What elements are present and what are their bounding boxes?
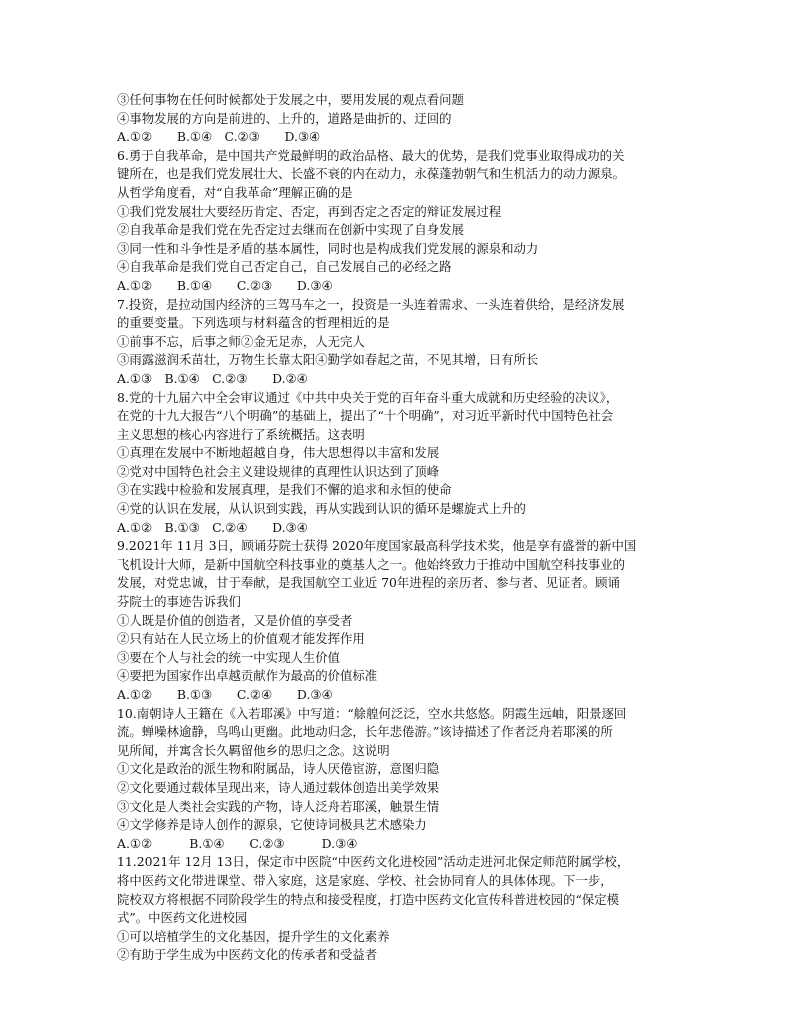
option-line: ②自我革命是我们党在先否定过去继而在创新中实现了自身发展 xyxy=(117,222,464,238)
option-line: ④文学修养是诗人创作的源泉，它使诗词极具艺术感染力 xyxy=(117,817,427,833)
text-line: 流。蝉噪林逾静，鸟鸣山更幽。此地动归念，长年悲倦游。”该诗描述了作者泛舟若耶溪的所 xyxy=(117,724,613,740)
question-10-stem: 10.南朝诗人王籍在《入若耶溪》中写道：“艅艎何泛泛，空水共悠悠。阴霞生远岫，阳景逐回 xyxy=(117,705,627,721)
option-line: ①人既是价值的创造者，又是价值的享受者 xyxy=(117,612,353,628)
answer-options: A.①② B.①④ C.②③ D.③④ xyxy=(117,129,321,145)
text-line: 发展，对党忠诚，甘于奉献，是我国航空工业近 70年进程的亲历者、参与者、见证者。顾诵 xyxy=(117,575,620,591)
question-11-stem: 11.2021年 12月 13日，保定市中医院“中医药文化进校园”活动走进河北保定师范附属学校， xyxy=(117,854,630,870)
question-8-stem: 8.党的十九届六中全会审议通过《中共中央关于党的百年奋斗重大成就和历史经验的决议》， xyxy=(117,389,619,405)
answer-options: A.①② B.①④ C.②③ D.③④ xyxy=(117,277,333,293)
option-line: ④要把为国家作出卓越贡献作为最高的价值标准 xyxy=(117,668,378,684)
option-line: ①我们党发展壮大要经历肯定、否定，再到否定之否定的辩证发展过程 xyxy=(117,203,502,219)
option-line: ③同一性和斗争性是矛盾的基本属性，同时也是构成我们党发展的源泉和动力 xyxy=(117,240,539,256)
text-line: 键所在，也是我们党发展壮大、长盛不衰的内在动力，永葆蓬勃朝气和生机活力的动力源泉。 xyxy=(117,166,626,182)
option-line: ②文化要通过载体呈现出来，诗人通过载体创造出美学效果 xyxy=(117,779,440,795)
text-line: ③任何事物在任何时候都处于发展之中，要用发展的观点看问题 xyxy=(117,92,464,107)
option-line: ③要在个人与社会的统一中实现人生价值 xyxy=(117,649,341,665)
question-6-stem: 6.勇于自我革命，是中国共产党最鲜明的政治品格、最大的优势，是我们党事业取得成功的关 xyxy=(117,147,625,163)
text-line: 见所闻，并寓含长久羁留他乡的思归之念。这说明 xyxy=(117,742,390,758)
text-line: 主义思想的核心内容进行了系统概括。这表明 xyxy=(117,426,365,442)
option-line: ①前事不忘，后事之师②金无足赤，人无完人 xyxy=(117,333,365,349)
text-line: 芬院士的事迹告诉我们 xyxy=(117,594,241,610)
answer-options: A.①② B.①④ C.②③ D.③④ xyxy=(117,835,358,851)
option-line: ③在实践中检验和发展真理，是我们不懈的追求和永恒的使命 xyxy=(117,482,452,498)
option-line: ④党的认识在发展，从认识到实践，再从实践到认识的循环是螺旋式上升的 xyxy=(117,501,526,517)
answer-options: A.①③ B.①④ C.②③ D.②④ xyxy=(117,370,308,386)
answer-options: A.①② B.①③ C.②④ D.③④ xyxy=(117,519,308,535)
option-line: ④自我革命是我们党自己否定自己，自己发展自己的必经之路 xyxy=(117,259,452,275)
question-9-stem: 9.2021年 11月 3日，顾诵芬院士获得 2020年度国家最高科学技术奖，他是享有盛誉的新中国 xyxy=(117,538,637,554)
text-line: 院校双方将根据不同阶段学生的特点和接受程度，打造中医药文化宣传科普进校园的“保定模 xyxy=(117,891,619,907)
option-line: ②有助于学生成为中医药文化的传承者和受益者 xyxy=(117,947,378,963)
option-line: ②党对中国特色社会主义建设规律的真理性认识达到了顶峰 xyxy=(117,463,440,479)
answer-options: A.①② B.①③ C.②④ D.③④ xyxy=(117,687,333,702)
text-line: ④事物发展的方向是前进的、上升的，道路是曲折的、迂回的 xyxy=(117,110,452,126)
text-line: 飞机设计大师，是新中国航空科技事业的奠基人之一。他始终致力于推动中国航空科技事业的 xyxy=(117,556,626,572)
text-line: 在党的十九大报告“八个明确”的基础上，提出了“十个明确”，对习近平新时代中国特色社会 xyxy=(117,408,614,424)
exam-page xyxy=(117,91,697,965)
option-line: ①文化是政治的派生物和附属品，诗人厌倦宦游，意图归隐 xyxy=(117,761,440,777)
text-line: 的重要变量。下列选项与材料蕴含的哲理相近的是 xyxy=(117,315,390,331)
option-line: ①可以培植学生的文化基因，提升学生的文化素养 xyxy=(117,928,390,944)
option-line: ②只有站在人民立场上的价值观才能发挥作用 xyxy=(117,631,365,647)
text-line: 将中医药文化带进课堂、带入家庭，这是家庭、学校、社会协同育人的具体体现。下一步， xyxy=(117,872,613,888)
text-line: 式”。中医药文化进校园 xyxy=(117,910,248,926)
text-line: 从哲学角度看，对“自我革命”理解正确的是 xyxy=(117,184,353,200)
question-7-stem: 7.投资，是拉动国内经济的三驾马车之一，投资是一头连着需求、一头连着供给，是经济发展 xyxy=(117,296,625,312)
option-line: ③雨露滋润禾苗壮，万物生长靠太阳④勤学如春起之苗，不见其增，日有所长 xyxy=(117,352,539,368)
option-line: ③文化是人类社会实践的产物，诗人泛舟若耶溪，触景生情 xyxy=(117,798,440,814)
option-line: ①真理在发展中不断地超越自身，伟大思想得以丰富和发展 xyxy=(117,445,440,461)
